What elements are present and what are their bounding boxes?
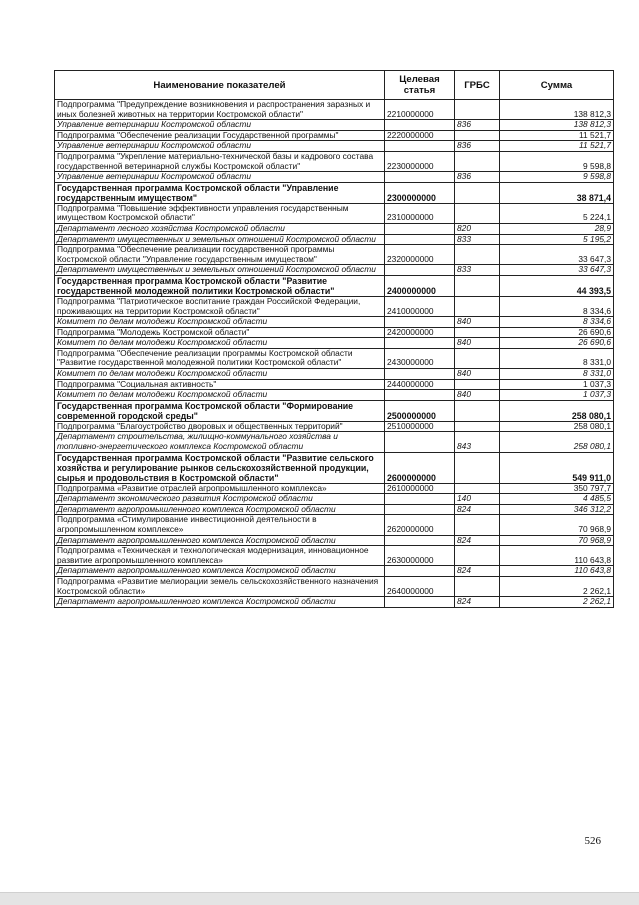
row-name-cell: Государственная программа Костромской области "Развитие сельского хозяйства и регулирование рынков сельскохозяйственной продукции, сырья и продовольствия в Костромской области" <box>55 452 385 483</box>
row-code-cell: 2300000000 <box>385 182 455 203</box>
row-sum-cell: 11 521,7 <box>500 130 614 141</box>
row-grbs-cell: 840 <box>455 338 500 349</box>
row-name-cell: Комитет по делам молодежи Костромской области <box>55 338 385 349</box>
table-body <box>55 100 614 608</box>
row-sum-cell: 350 797,7 <box>500 483 614 494</box>
row-sum-cell: 44 393,5 <box>500 275 614 296</box>
department-row <box>55 120 614 131</box>
row-sum-cell: 110 643,8 <box>500 546 614 566</box>
table-header-row <box>55 71 614 100</box>
row-grbs-cell: 836 <box>455 141 500 152</box>
row-grbs-cell <box>455 546 500 566</box>
subprogram-row <box>55 576 614 596</box>
department-row <box>55 597 614 608</box>
row-sum-cell: 70 968,9 <box>500 515 614 535</box>
row-sum-cell: 138 812,3 <box>500 120 614 131</box>
row-grbs-cell <box>455 203 500 223</box>
row-grbs-cell: 840 <box>455 390 500 401</box>
row-sum-cell: 33 647,3 <box>500 245 614 265</box>
row-grbs-cell <box>455 576 500 596</box>
row-name-cell: Управление ветеринарии Костромской области <box>55 172 385 183</box>
row-code-cell <box>385 432 455 452</box>
row-code-cell <box>385 172 455 183</box>
row-code-cell: 2320000000 <box>385 245 455 265</box>
row-name-cell: Комитет по делам молодежи Костромской области <box>55 390 385 401</box>
row-sum-cell: 4 485,5 <box>500 494 614 505</box>
row-name-cell: Подпрограмма «Развитие мелиорации земель сельскохозяйственного назначения Костромской области» <box>55 576 385 596</box>
subprogram-row <box>55 296 614 316</box>
row-code-cell: 2630000000 <box>385 546 455 566</box>
department-row <box>55 390 614 401</box>
scan-bottom-strip <box>0 892 639 905</box>
row-code-cell <box>385 317 455 328</box>
row-sum-cell: 26 690,6 <box>500 338 614 349</box>
subprogram-row <box>55 151 614 171</box>
row-name-cell: Подпрограмма "Благоустройство дворовых и общественных территорий" <box>55 421 385 432</box>
row-grbs-cell: 840 <box>455 369 500 380</box>
row-code-cell: 2600000000 <box>385 452 455 483</box>
row-grbs-cell: 824 <box>455 504 500 515</box>
department-row <box>55 223 614 234</box>
department-row <box>55 369 614 380</box>
row-code-cell <box>385 369 455 380</box>
header-code: Целевая статья <box>385 71 455 100</box>
row-grbs-cell <box>455 296 500 316</box>
row-grbs-cell: 140 <box>455 494 500 505</box>
budget-table <box>54 70 614 608</box>
row-name-cell: Подпрограмма "Социальная активность" <box>55 379 385 390</box>
row-code-cell: 2610000000 <box>385 483 455 494</box>
row-name-cell: Департамент агропромышленного комплекса Костромской области <box>55 504 385 515</box>
row-grbs-cell <box>455 400 500 421</box>
row-grbs-cell <box>455 483 500 494</box>
row-grbs-cell: 833 <box>455 265 500 276</box>
row-name-cell: Комитет по делам молодежи Костромской области <box>55 369 385 380</box>
row-code-cell: 2220000000 <box>385 130 455 141</box>
row-sum-cell: 26 690,6 <box>500 327 614 338</box>
row-name-cell: Управление ветеринарии Костромской области <box>55 141 385 152</box>
row-sum-cell: 11 521,7 <box>500 141 614 152</box>
row-grbs-cell <box>455 515 500 535</box>
row-sum-cell: 8 334,6 <box>500 296 614 316</box>
program-row <box>55 182 614 203</box>
program-row <box>55 452 614 483</box>
department-row <box>55 172 614 183</box>
row-sum-cell: 258 080,1 <box>500 421 614 432</box>
program-row <box>55 275 614 296</box>
row-grbs-cell <box>455 348 500 368</box>
row-sum-cell: 28,9 <box>500 223 614 234</box>
row-sum-cell: 549 911,0 <box>500 452 614 483</box>
row-name-cell: Подпрограмма «Развитие отраслей агропромышленного комплекса» <box>55 483 385 494</box>
row-code-cell: 2430000000 <box>385 348 455 368</box>
row-code-cell <box>385 234 455 245</box>
row-sum-cell: 8 334,6 <box>500 317 614 328</box>
row-grbs-cell: 824 <box>455 566 500 577</box>
row-code-cell: 2440000000 <box>385 379 455 390</box>
row-grbs-cell: 820 <box>455 223 500 234</box>
subprogram-row <box>55 515 614 535</box>
row-code-cell: 2210000000 <box>385 100 455 120</box>
row-name-cell: Департамент агропромышленного комплекса Костромской области <box>55 566 385 577</box>
row-grbs-cell <box>455 275 500 296</box>
subprogram-row <box>55 245 614 265</box>
row-code-cell <box>385 223 455 234</box>
program-row <box>55 400 614 421</box>
row-code-cell <box>385 141 455 152</box>
subprogram-row <box>55 421 614 432</box>
row-sum-cell: 8 331,0 <box>500 348 614 368</box>
subprogram-row <box>55 546 614 566</box>
row-code-cell: 2420000000 <box>385 327 455 338</box>
row-sum-cell: 110 643,8 <box>500 566 614 577</box>
row-name-cell: Департамент лесного хозяйства Костромской области <box>55 223 385 234</box>
row-code-cell <box>385 390 455 401</box>
row-code-cell <box>385 338 455 349</box>
row-sum-cell: 9 598,8 <box>500 151 614 171</box>
page-number: 526 <box>584 835 601 847</box>
row-name-cell: Государственная программа Костромской области "Управление государственным имуществом" <box>55 182 385 203</box>
row-grbs-cell: 840 <box>455 317 500 328</box>
row-name-cell: Департамент экономического развития Костромской области <box>55 494 385 505</box>
row-code-cell: 2310000000 <box>385 203 455 223</box>
row-sum-cell: 33 647,3 <box>500 265 614 276</box>
row-sum-cell: 1 037,3 <box>500 379 614 390</box>
row-sum-cell: 8 331,0 <box>500 369 614 380</box>
row-name-cell: Подпрограмма "Молодежь Костромской области" <box>55 327 385 338</box>
row-name-cell: Подпрограмма "Обеспечение реализации программы Костромской области "Развитие государственной молодежной политики Костромской области" <box>55 348 385 368</box>
row-name-cell: Комитет по делам молодежи Костромской области <box>55 317 385 328</box>
row-code-cell <box>385 265 455 276</box>
row-name-cell: Управление ветеринарии Костромской области <box>55 120 385 131</box>
department-row <box>55 566 614 577</box>
row-code-cell: 2410000000 <box>385 296 455 316</box>
row-name-cell: Подпрограмма «Стимулирование инвестиционной деятельности в агропромышленном комплексе» <box>55 515 385 535</box>
row-sum-cell: 2 262,1 <box>500 576 614 596</box>
row-code-cell: 2640000000 <box>385 576 455 596</box>
row-code-cell <box>385 535 455 546</box>
department-row <box>55 338 614 349</box>
row-name-cell: Департамент строительства, жилищно-коммунального хозяйства и топливно-энергетического комплекса Костромской области <box>55 432 385 452</box>
department-row <box>55 234 614 245</box>
row-code-cell: 2510000000 <box>385 421 455 432</box>
department-row <box>55 504 614 515</box>
row-grbs-cell <box>455 327 500 338</box>
row-sum-cell: 258 080,1 <box>500 432 614 452</box>
subprogram-row <box>55 348 614 368</box>
row-grbs-cell: 833 <box>455 234 500 245</box>
row-name-cell: Департамент имущественных и земельных отношений Костромской области <box>55 265 385 276</box>
row-grbs-cell: 824 <box>455 597 500 608</box>
row-sum-cell: 138 812,3 <box>500 100 614 120</box>
row-code-cell: 2620000000 <box>385 515 455 535</box>
row-name-cell: Подпрограмма «Техническая и технологическая модернизация, инновационное развитие агропромышленного комплекса» <box>55 546 385 566</box>
row-code-cell <box>385 504 455 515</box>
row-name-cell: Подпрограмма "Обеспечение реализации государственной программы Костромской области "Управление государственным имуществом" <box>55 245 385 265</box>
row-name-cell: Государственная программа Костромской области "Формирование современной городской среды" <box>55 400 385 421</box>
subprogram-row <box>55 379 614 390</box>
row-grbs-cell <box>455 421 500 432</box>
row-name-cell: Подпрограмма "Обеспечение реализации Государственной программы" <box>55 130 385 141</box>
row-grbs-cell <box>455 452 500 483</box>
row-sum-cell: 9 598,8 <box>500 172 614 183</box>
row-name-cell: Подпрограмма "Патриотическое воспитание граждан Российской Федерации, проживающих на территории Костромской области" <box>55 296 385 316</box>
row-name-cell: Департамент агропромышленного комплекса Костромской области <box>55 535 385 546</box>
row-code-cell <box>385 566 455 577</box>
row-grbs-cell: 836 <box>455 172 500 183</box>
department-row <box>55 265 614 276</box>
header-sum: Сумма <box>500 71 614 100</box>
row-name-cell: Подпрограмма "Предупреждение возникновения и распространения заразных и иных болезней животных на территории Костромской области" <box>55 100 385 120</box>
department-row <box>55 432 614 452</box>
row-sum-cell: 70 968,9 <box>500 535 614 546</box>
row-name-cell: Департамент имущественных и земельных отношений Костромской области <box>55 234 385 245</box>
header-grbs: ГРБС <box>455 71 500 100</box>
row-name-cell: Государственная программа Костромской области "Развитие государственной молодежной политики Костромской области" <box>55 275 385 296</box>
row-code-cell <box>385 597 455 608</box>
row-sum-cell: 2 262,1 <box>500 597 614 608</box>
department-row <box>55 141 614 152</box>
row-sum-cell: 1 037,3 <box>500 390 614 401</box>
row-code-cell <box>385 494 455 505</box>
row-code-cell: 2400000000 <box>385 275 455 296</box>
row-grbs-cell: 824 <box>455 535 500 546</box>
department-row <box>55 494 614 505</box>
row-sum-cell: 346 312,2 <box>500 504 614 515</box>
row-code-cell: 2230000000 <box>385 151 455 171</box>
row-code-cell: 2500000000 <box>385 400 455 421</box>
row-name-cell: Подпрограмма "Повышение эффективности управления государственным имуществом Костромской области" <box>55 203 385 223</box>
row-sum-cell: 38 871,4 <box>500 182 614 203</box>
row-grbs-cell: 843 <box>455 432 500 452</box>
row-sum-cell: 5 195,2 <box>500 234 614 245</box>
row-grbs-cell <box>455 151 500 171</box>
row-name-cell: Департамент агропромышленного комплекса Костромской области <box>55 597 385 608</box>
row-grbs-cell <box>455 379 500 390</box>
row-grbs-cell <box>455 100 500 120</box>
row-grbs-cell <box>455 245 500 265</box>
row-grbs-cell: 836 <box>455 120 500 131</box>
row-sum-cell: 258 080,1 <box>500 400 614 421</box>
row-grbs-cell <box>455 182 500 203</box>
subprogram-row <box>55 100 614 120</box>
row-sum-cell: 5 224,1 <box>500 203 614 223</box>
subprogram-row <box>55 483 614 494</box>
row-grbs-cell <box>455 130 500 141</box>
subprogram-row <box>55 203 614 223</box>
department-row <box>55 535 614 546</box>
department-row <box>55 317 614 328</box>
header-name: Наименование показателей <box>55 71 385 100</box>
subprogram-row <box>55 327 614 338</box>
row-code-cell <box>385 120 455 131</box>
subprogram-row <box>55 130 614 141</box>
row-name-cell: Подпрограмма "Укрепление материально-технической базы и кадрового состава государственной ветеринарной службы Костромской области" <box>55 151 385 171</box>
